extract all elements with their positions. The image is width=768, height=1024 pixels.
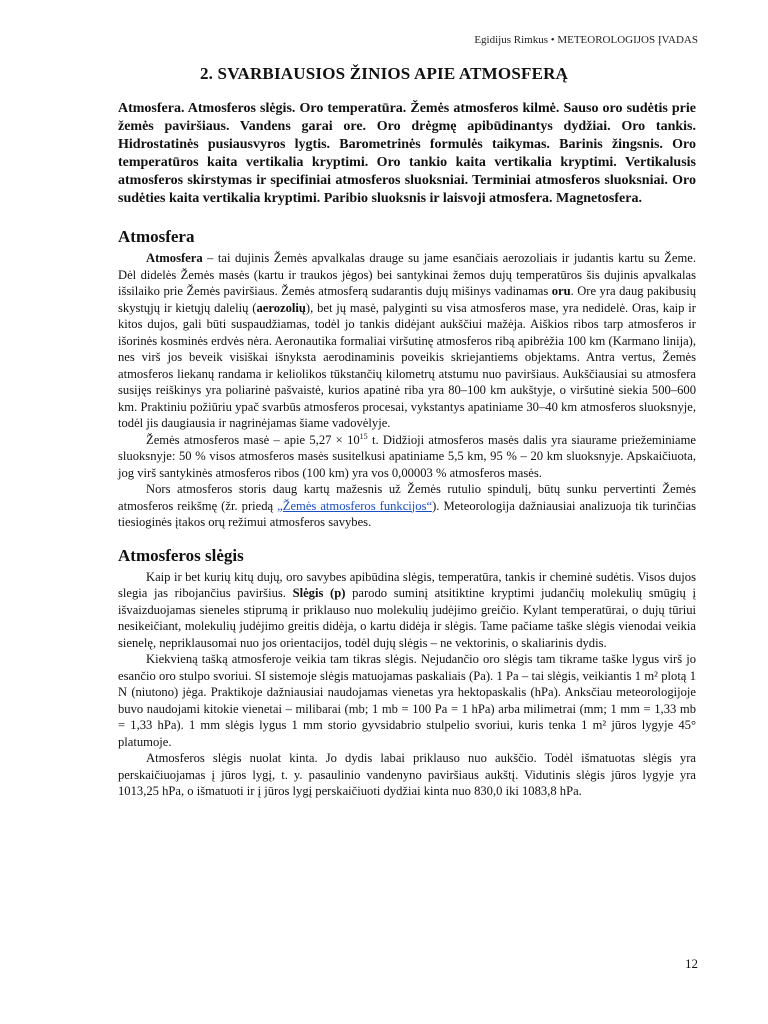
term-slegis: Slėgis (p) bbox=[292, 586, 346, 600]
paragraph-pressure-sea-level: Atmosferos slėgis nuolat kinta. Jo dydis labai priklauso nuo aukščio. Todėl išmatuotas slėgis yra perskaičiuojamas į jūros lygį, t. y. pasaulinio vandenyno paviršiaus aukštį. Vidutinis slėgis jūros lygyje yra 1013,25 hPa, o išmatuoti ir į jūros lygį perskaičiuoti dydžiai kinta nuo 830,0 iki 1083,8 hPa. bbox=[118, 751, 696, 798]
paragraph-text: Kaip ir bet kurių kitų dujų, oro savybes apibūdina slėgis, temperatūra, tankis ir cheminė sudėtis. Visos dujos slegia jas ribojančius paviršius. bbox=[118, 569, 696, 600]
section-heading-atmosferos-slegis: Atmosferos slėgis bbox=[118, 545, 244, 565]
exponent: 15 bbox=[359, 431, 368, 441]
term-aerozoliu: aerozolių bbox=[256, 300, 306, 315]
paragraph-text: . Ore yra daug pakibusių skystųjų ir kietųjų dalelių ( bbox=[118, 284, 697, 315]
paragraph-atmosfera-importance bbox=[118, 481, 696, 531]
page-content bbox=[118, 100, 696, 800]
paragraph-atmosfera-mass bbox=[118, 432, 696, 482]
chapter-summary: Atmosfera. Atmosferos slėgis. Oro temperatūra. Žemės atmosferos kilmė. Sauso oro sudėtis prie žemės paviršiaus. Vandens garai ore. Oro drėgmę apibūdinantys dydžiai. Oro tankis. Hidrostatinės pusiausvyros lygtis. Barometrinės formulės taikymas. Barinis žingsnis. Oro temperatūros kaita vertikalia kryptimi. Oro tankio kaita vertikalia kryptimi. Vertikalusis atmosferos skirstymas ir specifiniai atmosferos sluoksniai. Terminiai atmosferos sluoksniai. Oro sudėties kaita vertikalia kryptimi. Paribio sluoksnis ir laisvoji atmosfera. Magnetosfera. bbox=[118, 101, 696, 206]
paragraph-text: ). Meteorologija dažniausiai analizuoja tik turinčias tiesioginės įtakos orų režimui atmosferos savybes. bbox=[118, 498, 696, 529]
term-oru: oru bbox=[551, 284, 571, 298]
page-number: 12 bbox=[685, 956, 698, 971]
paragraph-text: Žemės atmosferos masė – apie 5,27 × 10 bbox=[146, 432, 360, 447]
chapter-title: 2. SVARBIAUSIOS ŽINIOS APIE ATMOSFERĄ bbox=[199, 64, 569, 83]
paragraph-text: t. Didžioji atmosferos masės dalis yra siaurame priežeminiame sluoksnyje: 50 % visos atmosferos masės susitelkusi apatiniame 5,5 km, 95 % – 20 km sluoksnyje. Apskaičiuota, jog virš santykinės atmosferos ribos (100 km) yra vos 0,00003 % atmosferos masės. bbox=[118, 432, 697, 480]
paragraph-text: ), bet jų masė, palyginti su visa atmosferos mase, yra nedidelė. Oras, kaip ir kitos dujos, gali būti suspaudžiamas, todėl jo tankis didėjant aukščiui mažėja. Aiškios ribos tarp atmosferos ir išorinės kosminės erdvės nėra. Aeronautika formaliai viršutinę atmosferos ribą apibrėžia 100 km (Karmano linija), nes virš jos beveik visiškai išnyksta aerodinaminis poveikis skriejantiems objektams. Antra vertus, Žemės atmosferos liekanų randama ir keliolikos tūkstančių kilometrų atstumu nuo paviršiaus. Aukščiausiai su atmosfera susijęs reiškinys yra poliarinė pašvaistė, kurios apatinė riba yra 80–100 km aukštyje, o viršutinė siekia 500–600 km. Praktiniu požiūriu ypač svarbūs atmosferos procesai, vykstantys apatiniame 30–40 km atmosferos sluoksnyje, todėl jis daugiausia ir nagrinėjamas šiame vadovėlyje. bbox=[118, 300, 696, 430]
paragraph-atmosfera-definition bbox=[118, 250, 696, 432]
section-spacer bbox=[118, 531, 696, 545]
paragraph-text: parodo suminį atsitiktine kryptimi judančių molekulių smūgių į išvaizduojamas sieneles stiprumą ir priklauso nuo molekulių judėjimo greičio. Kylant temperatūrai, o dujų tūriui nesikeičiant, molekulių judėjimo greitis didėja, o kartu didėja ir slėgis. Tame pačiame taške slėgis vienodai veikia sienelę, nepriklausomai nuo jos orientacijos, todėl dujų slėgis – ne vektorinis, o skaliarinis dydis. bbox=[118, 586, 696, 650]
paragraph-text: – tai dujinis Žemės apvalkalas drauge su jame esančiais aerozoliais ir judantis kartu su Žeme. Dėl didelės Žemės masės (kartu ir traukos jėgos) bei santykinai žemos dujų temperatūros šis dujinis apvalkalas išsilaiko prie Žemės paviršiaus. Žemės atmosferą sudarantis dujų mišinys vadinamas bbox=[118, 251, 696, 298]
section-heading-atmosfera: Atmosfera bbox=[118, 227, 195, 246]
paragraph-text: Nors atmosferos storis daug kartų mažesnis už Žemės rutulio spindulį, būtų sunku pervertinti Žemės atmosferos reikšmę (žr. priedą bbox=[118, 482, 696, 513]
paragraph-pressure-units: Kiekvieną tašką atmosferoje veikia tam tikras slėgis. Nejudančio oro slėgis tam tikrame taške lygus virš jo esančio oro stulpo svoriui. SI sistemoje slėgis matuojamas paskaliais (Pa). 1 Pa – tai slėgis, veikiantis 1 m² plotą 1 N (niutono) jėga. Praktikoje dažniausiai naudojamas vienetas yra hektopaskalis (hPa). Anksčiau meteorologijoje buvo naudojami kitokie vienetai – milibarai (mb; 1 mb = 100 Pa = 1 hPa) arba milimetrai (mm; 1 mm = 1,33 mb = 1,33 hPa). 1 mm slėgis lygus 1 mm storio gyvsidabrio stulpelio svoriui, kuris tenka 1 m² jūros lygyje 45° platumoje. bbox=[118, 652, 696, 749]
running-head: Egidijus Rimkus • METEOROLOGIJOS ĮVADAS bbox=[474, 34, 698, 46]
appendix-link[interactable]: „Žemės atmosferos funkcijos“ bbox=[277, 498, 433, 513]
term-atmosfera: Atmosfera bbox=[146, 251, 203, 265]
paragraph-pressure-definition bbox=[118, 569, 696, 652]
